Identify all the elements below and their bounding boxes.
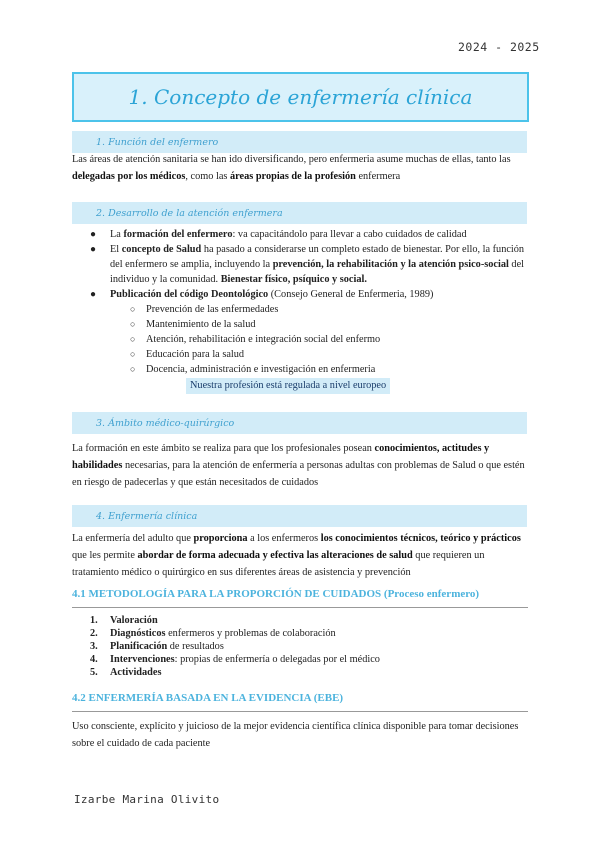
subsection-title-metodologia: 4.1 METODOLOGÍA PARA LA PROPORCIÓN DE CUIDADOS (Proceso enfermero) bbox=[72, 588, 480, 600]
section-header-funcion bbox=[72, 131, 527, 153]
list-item: ● Publicación del código Deontológico (Consejo General de Enfermeria, 1989) bbox=[90, 289, 434, 300]
bullet-icon: ● bbox=[90, 289, 97, 300]
list-item: ● La formación del enfermero: va capacitándolo para llevar a cabo cuidados de calidad bbox=[90, 229, 467, 240]
sub-list-item: ○ Prevención de las enfermedades bbox=[130, 304, 279, 315]
ordered-list-metodologia bbox=[72, 614, 528, 679]
list-item: 1. Valoración bbox=[90, 615, 158, 626]
sub-list-item: ○ Educación para la salud bbox=[130, 349, 245, 360]
section-title: 3. Ámbito médico-quirúrgico bbox=[96, 417, 235, 429]
list-item: 3. Planificación de resultados bbox=[90, 641, 224, 652]
sub-list-item: ○ Docencia, administración e investigación en enfermeria bbox=[130, 364, 376, 375]
paragraph-funcion: Las áreas de atención sanitaria se han ido diversificando, pero enfermeria asume muchas de ellas, tanto las delegadas por los médicos, como las áreas propias de la profesión enfermera bbox=[72, 154, 511, 182]
circle-bullet-icon: ○ bbox=[130, 364, 136, 374]
subsection-title-ebe: 4.2 ENFERMERÍA BASADA EN LA EVIDENCIA (EBE) bbox=[72, 692, 344, 704]
page-title-box bbox=[72, 72, 529, 122]
section-header-desarrollo bbox=[72, 202, 527, 224]
section-header-enfermeria-clinica bbox=[72, 505, 527, 527]
paragraph-enfermeria-clinica: La enfermería del adulto que proporciona a los enfermeros los conocimientos técnicos, teórico y prácticos que les permite abordar de forma adecuada y efectiva las alteraciones de salud que requieren un tratamiento médico o quirúrgico en sus diferentes áreas de asistencia y prevención bbox=[72, 533, 521, 578]
list-item: 4. Intervenciones: propias de enfermería o delegadas por el médico bbox=[90, 654, 380, 665]
section-header-ambito bbox=[72, 412, 527, 434]
page-title: 1. Concepto de enfermería clínica bbox=[128, 85, 473, 109]
year-label: 2024 - 2025 bbox=[458, 40, 540, 54]
author-signature: Izarbe Marina Olivito bbox=[74, 793, 220, 806]
circle-bullet-icon: ○ bbox=[130, 349, 136, 359]
paragraph-ambito: La formación en este ámbito se realiza para que los profesionales posean conocimientos, actitudes y habilidades necesarias, para la atención de enfermería a personas adultas con problemas de Salud o que estén en riesgo de padecerlas y que están necesitados de cuidados bbox=[72, 443, 525, 488]
list-item: 5. Actividades bbox=[90, 667, 162, 678]
section-title: 4. Enfermería clínica bbox=[96, 510, 198, 522]
bullet-icon: ● bbox=[90, 229, 97, 240]
sub-list-item: ○ Atención, rehabilitación e integración social del enfermo bbox=[130, 334, 381, 345]
bullet-list-desarrollo bbox=[72, 227, 528, 377]
sub-list-item: ○ Mantenimiento de la salud bbox=[130, 319, 256, 330]
highlighted-note: Nuestra profesión está regulada a nivel europeo bbox=[186, 378, 390, 394]
circle-bullet-icon: ○ bbox=[130, 304, 136, 314]
divider bbox=[72, 711, 528, 712]
section-title: 1. Función del enfermero bbox=[96, 136, 219, 148]
paragraph-ebe: Uso consciente, explícito y juicioso de la mejor evidencia científica clínica disponible para tomar decisiones sobre el cuidado de cada paciente bbox=[72, 721, 519, 749]
bullet-icon: ● bbox=[90, 244, 97, 255]
section-title: 2. Desarrollo de la atención enfermera bbox=[96, 207, 283, 219]
list-item: ● El concepto de Salud ha pasado a considerarse un completo estado de bienestar. Por ello, la función del enfermero se amplia, incluyendo la prevención, la rehabilitación y la atención psico-social del individuo y la comunidad. Bienestar físico, psíquico y social. bbox=[90, 244, 525, 285]
circle-bullet-icon: ○ bbox=[130, 319, 136, 329]
circle-bullet-icon: ○ bbox=[130, 334, 136, 344]
divider bbox=[72, 607, 528, 608]
list-item: 2. Diagnósticos enfermeros y problemas de colaboración bbox=[90, 628, 336, 639]
